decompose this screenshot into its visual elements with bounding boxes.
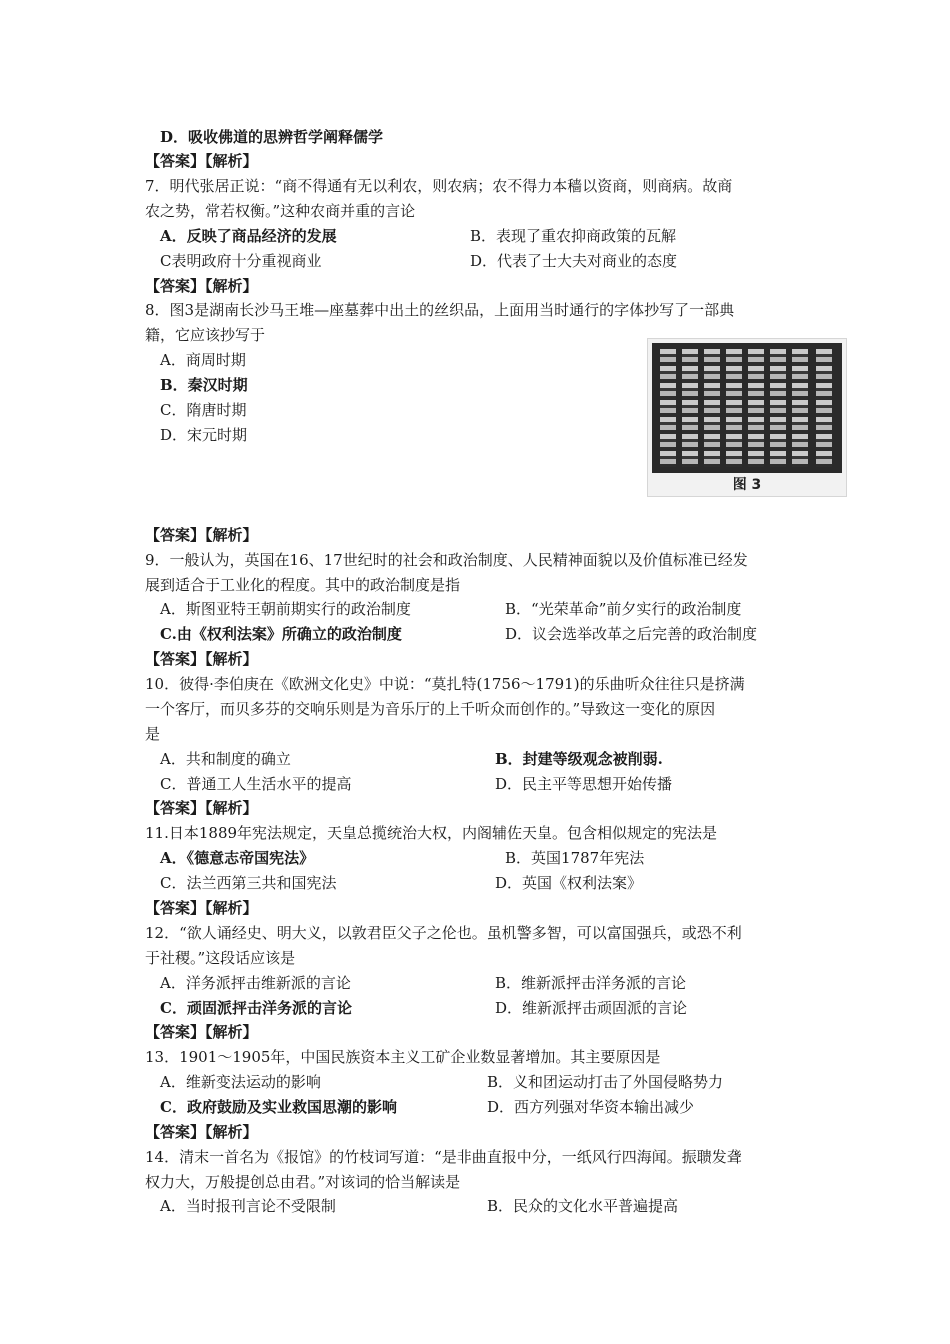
option-d-q13: D．西方列强对华资本输出减少: [487, 1098, 695, 1116]
answer-label-q6: 【答案】【解析】: [145, 152, 258, 170]
option-c-q8: C．隋唐时期: [160, 401, 247, 419]
option-b-q9: B．“光荣革命”前夕实行的政治制度: [505, 600, 742, 618]
option-b-q7: B．表现了重农抑商政策的瓦解: [470, 227, 677, 245]
question-7-line-2: 农之势，常若权衡。”这种农商并重的言论: [145, 202, 416, 220]
figure-caption: 图 3: [732, 477, 762, 493]
question-10-line-1: 10．彼得·李伯庚在《欧洲文化史》中说：“莫扎特(1756～1791)的乐曲听众往往只是挤满: [145, 675, 745, 693]
option-d-q7: D．代表了士大夫对商业的态度: [470, 252, 678, 270]
option-c-q7: C表明政府十分重视商业: [160, 252, 322, 270]
option-a-q12: A．洋务派抨击维新派的言论: [160, 974, 351, 992]
option-c-q9: C.由《权利法案》所确立的政治制度: [160, 625, 402, 643]
manuscript-image: [652, 343, 842, 473]
option-b-q10: B．封建等级观念被削弱.: [495, 750, 663, 768]
question-12-line-2: 于社稷。”这段话应该是: [145, 949, 296, 967]
option-b-q12: B．维新派抨击洋务派的言论: [495, 974, 687, 992]
question-14-line-1: 14．清末一首名为《报馆》的竹枝词写道：“是非曲直报中分，一纸风行四海闻。振聩发聋: [145, 1148, 742, 1166]
answer-label-q11: 【答案】【解析】: [145, 899, 258, 917]
answer-label-q10: 【答案】【解析】: [145, 799, 258, 817]
option-c-q13: C．政府鼓励及实业救国思潮的影响: [160, 1098, 397, 1116]
option-a-q13: A．维新变法运动的影响: [160, 1073, 321, 1091]
option-c-q10: C．普通工人生活水平的提高: [160, 775, 352, 793]
question-13-line-1: 13．1901～1905年，中国民族资本主义工矿企业数显著增加。其主要原因是: [145, 1048, 661, 1066]
option-d-q12: D．维新派抨击顽固派的言论: [495, 999, 688, 1017]
question-10-line-2: 一个客厅，而贝多芬的交响乐则是为音乐厅的上千听众而创作的。”导致这一变化的原因: [145, 700, 716, 718]
question-9-line-2: 展到适合于工业化的程度。其中的政治制度是指: [145, 576, 461, 594]
question-10-line-3: 是: [145, 725, 161, 743]
option-d-q9: D．议会选举改革之后完善的政治制度: [505, 625, 758, 643]
question-11-line-1: 11.日本1889年宪法规定，天皇总揽统治大权，内阁辅佐天皇。包含相似规定的宪法是: [145, 824, 718, 842]
question-8-line-1: 8．图3是湖南长沙马王堆—座墓葬中出土的丝织品，上面用当时通行的字体抄写了一部典: [145, 301, 735, 319]
option-d-q6: D．吸收佛道的思辨哲学阐释儒学: [160, 128, 384, 146]
figure-3-silk-manuscript: [647, 338, 847, 497]
option-b-q13: B．义和团运动打击了外国侵略势力: [487, 1073, 724, 1091]
option-d-q11: D．英国《权利法案》: [495, 874, 643, 892]
question-8-line-2: 籍，它应该抄写于: [145, 326, 266, 344]
option-b-q14: B．民众的文化水平普遍提高: [487, 1197, 679, 1215]
question-12-line-1: 12．“欲人诵经史、明大义，以敦君臣父子之伦也。虽机警多智，可以富国强兵，或恐不利: [145, 924, 742, 942]
option-b-q8: B．秦汉时期: [160, 376, 248, 394]
option-a-q8: A．商周时期: [160, 351, 246, 369]
question-14-line-2: 权力大，万般提创总由君。”对该词的恰当解读是: [145, 1173, 461, 1191]
answer-label-q8: 【答案】【解析】: [145, 526, 258, 544]
option-a-q9: A．斯图亚特王朝前期实行的政治制度: [160, 600, 411, 618]
option-a-q7: A．反映了商品经济的发展: [160, 227, 337, 245]
option-a-q11: A．《德意志帝国宪法》: [160, 849, 315, 867]
option-a-q10: A．共和制度的确立: [160, 750, 291, 768]
question-7-line-1: 7．明代张居正说：“商不得通有无以利农，则农病；农不得力本穑以资商，则商病。故商: [145, 177, 733, 195]
answer-label-q13: 【答案】【解析】: [145, 1123, 258, 1141]
option-d-q8: D．宋元时期: [160, 426, 248, 444]
question-9-line-1: 9．一般认为，英国在16、17世纪时的社会和政治制度、人民精神面貌以及价值标准已经发: [145, 551, 748, 569]
option-a-q14: A．当时报刊言论不受限制: [160, 1197, 336, 1215]
option-c-q11: C．法兰西第三共和国宪法: [160, 874, 337, 892]
option-d-q10: D．民主平等思想开始传播: [495, 775, 673, 793]
option-b-q11: B．英国1787年宪法: [505, 849, 645, 867]
answer-label-q7: 【答案】【解析】: [145, 277, 258, 295]
answer-label-q9: 【答案】【解析】: [145, 650, 258, 668]
option-c-q12: C．顽固派抨击洋务派的言论: [160, 999, 352, 1017]
answer-label-q12: 【答案】【解析】: [145, 1023, 258, 1041]
